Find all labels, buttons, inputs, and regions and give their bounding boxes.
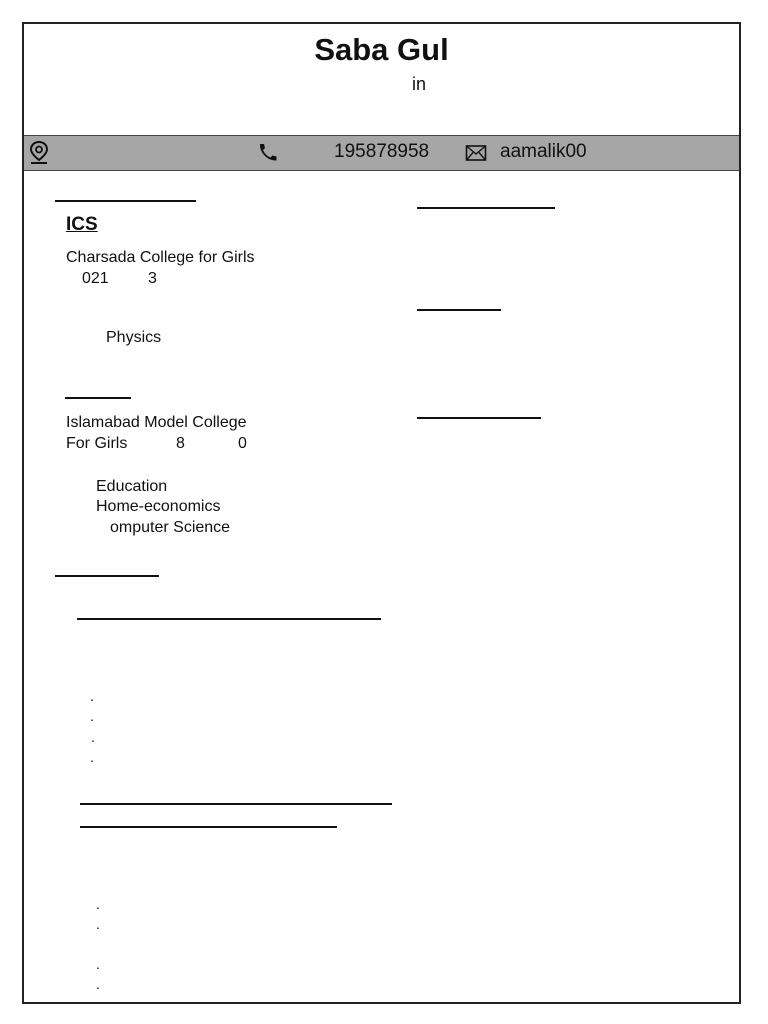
phone-number: 195878958 — [334, 141, 430, 162]
section-rule — [65, 397, 131, 399]
section-rule — [80, 826, 337, 828]
section-rule — [417, 309, 501, 311]
section-rule — [55, 575, 159, 577]
institution-name-line2: For Girls — [66, 435, 128, 452]
phone-icon — [256, 142, 280, 164]
subject-item: omputer Science — [110, 519, 231, 536]
bullet-item: . — [96, 896, 100, 912]
resume-page — [22, 22, 741, 1004]
education-year: 021 — [82, 270, 109, 287]
education-grade: 0 — [238, 435, 247, 452]
section-rule — [417, 207, 555, 209]
email-address: aamalik00 — [500, 141, 587, 162]
candidate-name: Saba Gul — [314, 32, 449, 67]
institution-name: Charsada College for Girls — [66, 249, 255, 266]
location-pin-icon — [28, 140, 50, 166]
bullet-item: . — [90, 688, 94, 704]
bullet-item: . — [90, 708, 94, 724]
degree-title: ICS — [66, 214, 98, 235]
header-subtitle: in — [412, 74, 427, 94]
education-year: 8 — [176, 435, 185, 452]
section-rule — [77, 618, 381, 620]
subject-item: Home-economics — [96, 498, 221, 515]
bullet-item: . — [96, 976, 100, 992]
bullet-item: . — [91, 729, 95, 745]
education-grade: 3 — [148, 270, 157, 287]
subject-item: Physics — [106, 329, 162, 346]
subject-item: Education — [96, 478, 168, 495]
envelope-icon — [465, 144, 487, 162]
institution-name: Islamabad Model College — [66, 414, 247, 431]
bullet-item: . — [96, 956, 100, 972]
bullet-item: . — [96, 916, 100, 932]
section-rule — [417, 417, 541, 419]
section-rule — [80, 803, 392, 805]
contact-bar — [24, 135, 739, 171]
bullet-item: . — [90, 749, 94, 765]
section-rule — [55, 200, 196, 202]
